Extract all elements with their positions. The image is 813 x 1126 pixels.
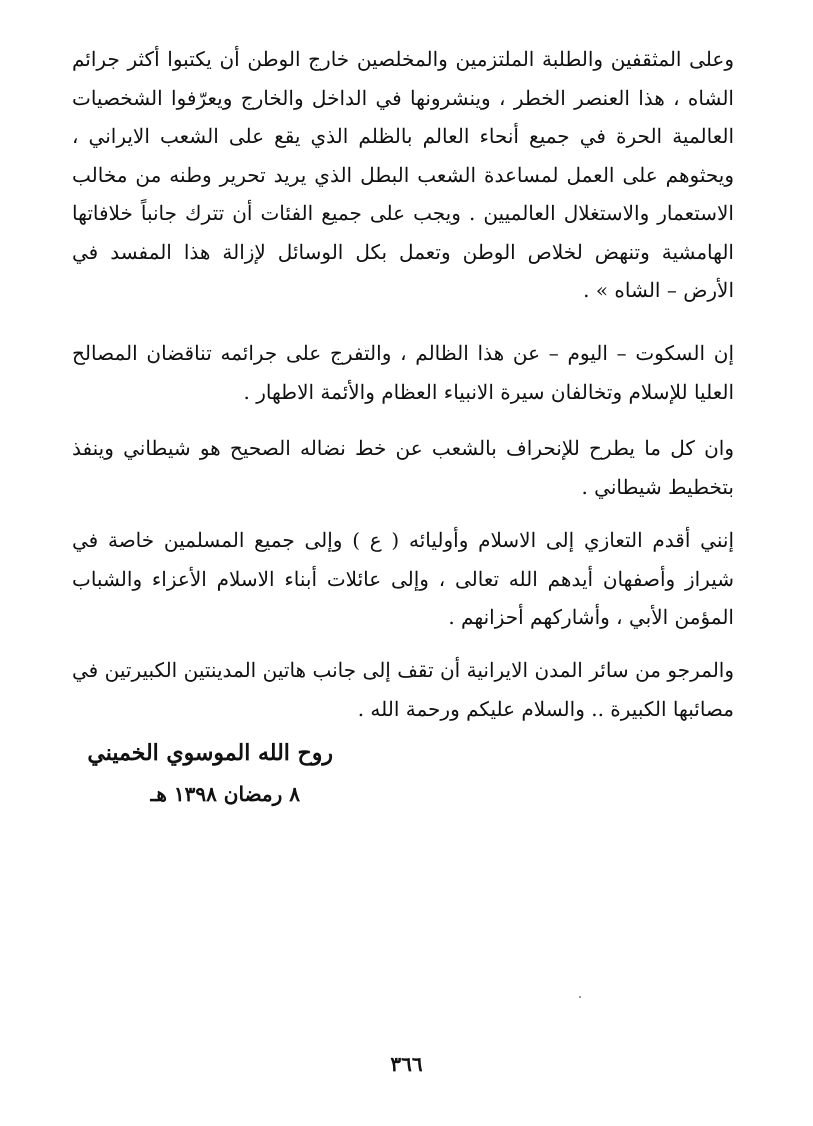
- page-number: ٣٦٦: [390, 1052, 423, 1076]
- scan-speck: [579, 996, 581, 998]
- signature-name: روح الله الموسوي الخميني: [87, 740, 333, 766]
- signature-date: ٨ رمضان ١٣٩٨ هـ: [150, 782, 300, 806]
- paragraph-2: إن السكوت – اليوم – عن هذا الظالم ، والتفرج على جرائمه تناقضان المصالح العليا للإسلام وتخالفان سيرة الانبياء العظام والأئمة الاطهار .: [72, 341, 734, 404]
- paragraph-3: وان كل ما يطرح للإنحراف بالشعب عن خط نضاله الصحيح هو شيطاني وينفذ بتخطيط شيطاني .: [72, 436, 734, 499]
- paragraph-4: إنني أقدم التعازي إلى الاسلام وأوليائه ( ع ) وإلى جميع المسلمين خاصة في شيراز وأصفهان أيدهم الله تعالى ، وإلى عائلات أبناء الاسلام الأعزاء والشباب المؤمن الأبي ، وأشاركهم أحزانهم .: [72, 528, 735, 629]
- paragraph-5: والمرجو من سائر المدن الايرانية أن تقف إلى جانب هاتين المدينتين الكبيرتين في مصائبها الكبيرة .. والسلام عليكم ورحمة الله .: [72, 658, 734, 721]
- paragraph-1: وعلى المثقفين والطلبة الملتزمين والمخلصين خارج الوطن أن يكتبوا أكثر جرائم الشاه ، هذا العنصر الخطر ، وينشرونها في الداخل والخارج ويعرّفوا الشخصيات العالمية الحرة في جميع أنحاء العالم بالظلم الذي يقع على الشعب الايراني ، ويحثوهم على العمل لمساعدة الشعب البطل الذي يريد تحرير وطنه من مخالب الاستعمار والاستغلال العالميين . ويجب على جميع الفئات أن تترك جانباً خلافاتها الهامشية وتنهض لخلاص الوطن وتعمل بكل الوسائل لإزالة هذا المفسد في الأرض – الشاه » .: [72, 47, 734, 302]
